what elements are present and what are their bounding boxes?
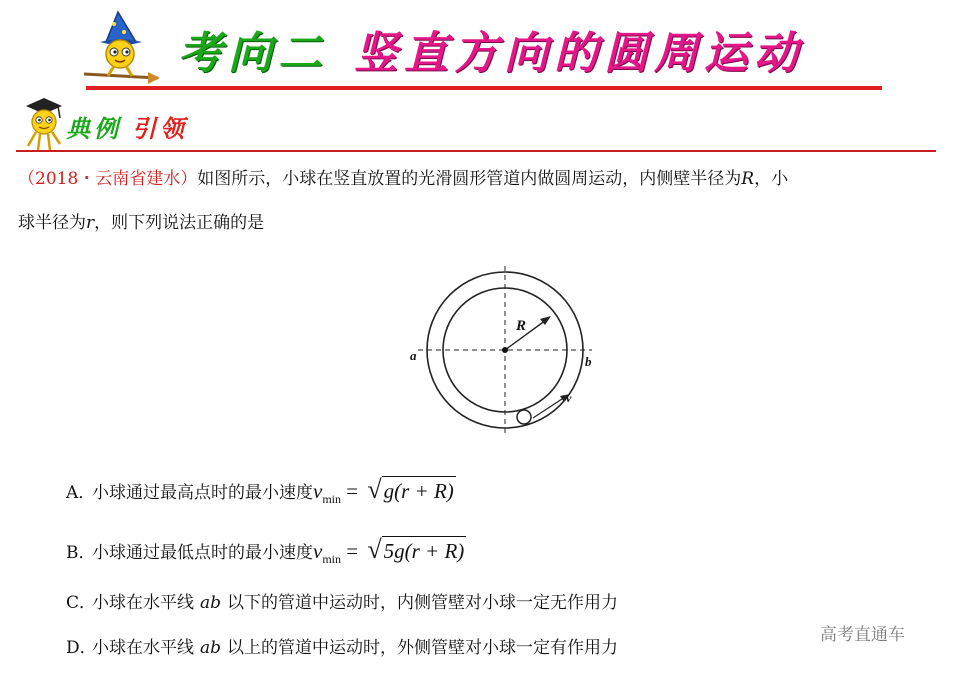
watermark: 高考直通车 [820,625,905,645]
label-b: b [585,354,592,369]
graduate-mascot-icon [18,96,68,152]
title-part-subject: 竖直方向的圆周运动 [354,28,804,79]
option-c[interactable] [66,591,618,615]
section-heading-part1: 典例 [66,115,122,143]
option-a[interactable] [66,475,456,511]
question-text: 如图所示，小球在竖直放置的光滑圆形管道内做圆周运动，内侧壁半径为 [197,169,742,189]
option-d[interactable] [66,636,618,660]
option-b[interactable] [66,535,466,571]
ball [517,410,531,424]
option-text: 小球通过最低点时的最小速度 [92,543,313,563]
option-text: 小球在水平线 [92,638,194,658]
option-letter: B． [66,543,96,563]
label-v: v [566,391,572,405]
section-heading [66,114,188,144]
section-heading-part2: 引领 [132,115,188,143]
question-source: （2018・云南省建水） [18,169,198,189]
formula: $v_{min} = √5g(r + R)$ [313,535,465,566]
option-text: 以上的管道中运动时，外侧管壁对小球一定有作用力 [227,638,619,658]
header-divider [86,86,882,90]
option-text: 小球通过最高点时的最小速度 [92,483,313,503]
question-stem-line1 [18,167,788,191]
title-part-topic: 考向二 [178,28,328,79]
page-title [178,26,804,82]
label-a: a [410,348,417,363]
circular-tube-figure [400,262,610,438]
wizard-mascot-icon [78,8,162,90]
label-R: R [516,318,527,334]
question-text: ，小 [754,169,789,189]
option-letter: D． [66,638,97,658]
option-letter: C． [66,593,97,613]
option-text: 小球在水平线 [92,593,194,613]
formula: $v_{min} = √g(r + R)$ [313,475,454,506]
symbol-ab: ab [200,593,222,613]
center-point [502,347,508,353]
question-stem-line2 [18,211,264,235]
symbol-ab: ab [200,638,222,658]
option-text: 以下的管道中运动时，内侧管壁对小球一定无作用力 [227,593,619,613]
option-letter: A． [66,483,96,503]
question-text: 球半径为 [18,213,86,233]
section-divider [16,150,936,152]
symbol-R: R [741,169,755,189]
question-text: ，则下列说法正确的是 [94,213,265,233]
symbol-r: r [86,213,95,233]
